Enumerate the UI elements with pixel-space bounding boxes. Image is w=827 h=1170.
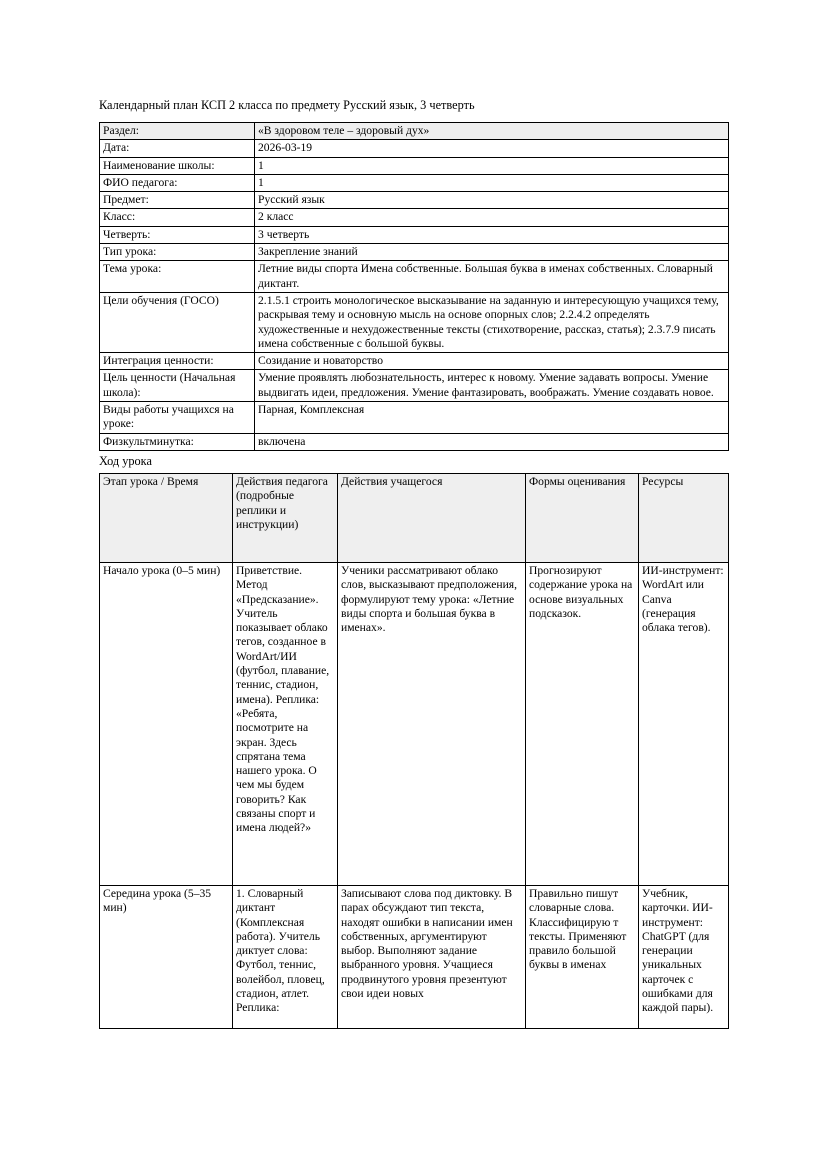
table-row — [100, 209, 729, 226]
info-label-cell: Интеграция ценности: — [100, 353, 255, 370]
table-row — [100, 562, 729, 885]
lesson-flow-body — [100, 473, 729, 1028]
table-row — [100, 226, 729, 243]
cell-assessment: Правильно пишут словарные слова. Классифицирую т тексты. Применяют правило большой буквы в именах — [526, 885, 639, 1028]
info-value-cell: Созидание и новаторство — [255, 353, 729, 370]
info-value-cell: Закрепление знаний — [255, 244, 729, 261]
cell-student-actions: Ученики рассматривают облако слов, высказывают предположения, формулируют тему урока: «Летние виды спорта и большая буква в именах». — [338, 562, 526, 885]
info-value-cell: включена — [255, 433, 729, 450]
table-row — [100, 157, 729, 174]
info-label-cell: Класс: — [100, 209, 255, 226]
info-value-cell: «В здоровом теле – здоровый дух» — [255, 123, 729, 140]
info-label-cell: Дата: — [100, 140, 255, 157]
info-value-cell: 2 класс — [255, 209, 729, 226]
cell-student-actions: Записывают слова под диктовку. В парах обсуждают тип текста, находят ошибки в написании имен собственных, аргументируют выбор. Выполняют задание выбранного уровня. Учащиеся продвинутого уровня презентуют свои идеи новых — [338, 885, 526, 1028]
info-value-cell: Летние виды спорта Имена собственные. Большая буква в именах собственных. Словарный диктант. — [255, 261, 729, 293]
info-label-cell: Тема урока: — [100, 261, 255, 293]
info-value-cell: 2026-03-19 — [255, 140, 729, 157]
column-header-teacher-actions: Действия педагога (подробные реплики и инструкции) — [233, 473, 338, 562]
info-value-cell: Русский язык — [255, 192, 729, 209]
table-row — [100, 292, 729, 352]
info-label-cell: ФИО педагога: — [100, 174, 255, 191]
cell-stage: Середина урока (5–35 мин) — [100, 885, 233, 1028]
column-header-resources: Ресурсы — [639, 473, 729, 562]
info-label-cell: Физкультминутка: — [100, 433, 255, 450]
lesson-info-body — [100, 123, 729, 451]
info-label-cell: Раздел: — [100, 123, 255, 140]
info-label-cell: Цель ценности (Начальная школа): — [100, 370, 255, 402]
table-row — [100, 140, 729, 157]
cell-resources: Учебник, карточки. ИИ-инструмент: ChatGPT (для генерации уникальных карточек с ошибками для каждой пары). — [639, 885, 729, 1028]
cell-resources: ИИ-инструмент: WordArt или Canva (генерация облака тегов). — [639, 562, 729, 885]
column-header-assessment-forms: Формы оценивания — [526, 473, 639, 562]
info-label-cell: Виды работы учащихся на уроке: — [100, 402, 255, 434]
table-header-row — [100, 473, 729, 562]
table-row — [100, 402, 729, 434]
cell-teacher-actions: Приветствие. Метод «Предсказание». Учитель показывает облако тегов, созданное в WordArt/ИИ (футбол, плавание, теннис, стадион, имена). Реплика: «Ребята, посмотрите на экран. Здесь спрятана тема нашего урока. О чем мы будем говорить? Как связаны спорт и имена людей?» — [233, 562, 338, 885]
table-row — [100, 123, 729, 140]
lesson-flow-heading: Ход урока — [99, 453, 152, 468]
info-value-cell: 3 четверть — [255, 226, 729, 243]
table-row — [100, 192, 729, 209]
lesson-flow-table — [99, 473, 729, 1029]
document-content — [99, 98, 728, 1029]
info-label-cell: Цели обучения (ГОСО) — [100, 292, 255, 352]
cell-assessment: Прогнозируют содержание урока на основе визуальных подсказок. — [526, 562, 639, 885]
lesson-info-table — [99, 122, 729, 451]
page-title: Календарный план КСП 2 класса по предмету Русский язык, 3 четверть — [99, 98, 475, 112]
info-value-cell: 1 — [255, 157, 729, 174]
cell-stage: Начало урока (0–5 мин) — [100, 562, 233, 885]
table-row — [100, 370, 729, 402]
table-row — [100, 353, 729, 370]
info-label-cell: Наименование школы: — [100, 157, 255, 174]
table-row — [100, 261, 729, 293]
table-row — [100, 244, 729, 261]
column-header-stage: Этап урока / Время — [100, 473, 233, 562]
info-label-cell: Тип урока: — [100, 244, 255, 261]
info-label-cell: Предмет: — [100, 192, 255, 209]
info-label-cell: Четверть: — [100, 226, 255, 243]
info-value-cell: 1 — [255, 174, 729, 191]
table-row — [100, 174, 729, 191]
cell-teacher-actions: 1. Словарный диктант (Комплексная работа). Учитель диктует слова: Футбол, теннис, волейбол, пловец, стадион, атлет. Реплика: — [233, 885, 338, 1028]
column-header-student-actions: Действия учащегося — [338, 473, 526, 562]
table-row — [100, 885, 729, 1028]
info-value-cell: Умение проявлять любознательность, интерес к новому. Умение задавать вопросы. Умение выдвигать идеи, предложения. Умение фантазировать, воображать. Умение создавать новое. — [255, 370, 729, 402]
info-value-cell: Парная, Комплексная — [255, 402, 729, 434]
info-value-cell: 2.1.5.1 строить монологическое высказывание на заданную и интересующую учащихся тему, раскрывая тему и основную мысль на основе опорных слов; 2.2.4.2 определять художественные и нехудожественные тексты (стихотворение, рассказ, статья); 2.3.7.9 писать имена собственные с большой буквы. — [255, 292, 729, 352]
table-row — [100, 433, 729, 450]
